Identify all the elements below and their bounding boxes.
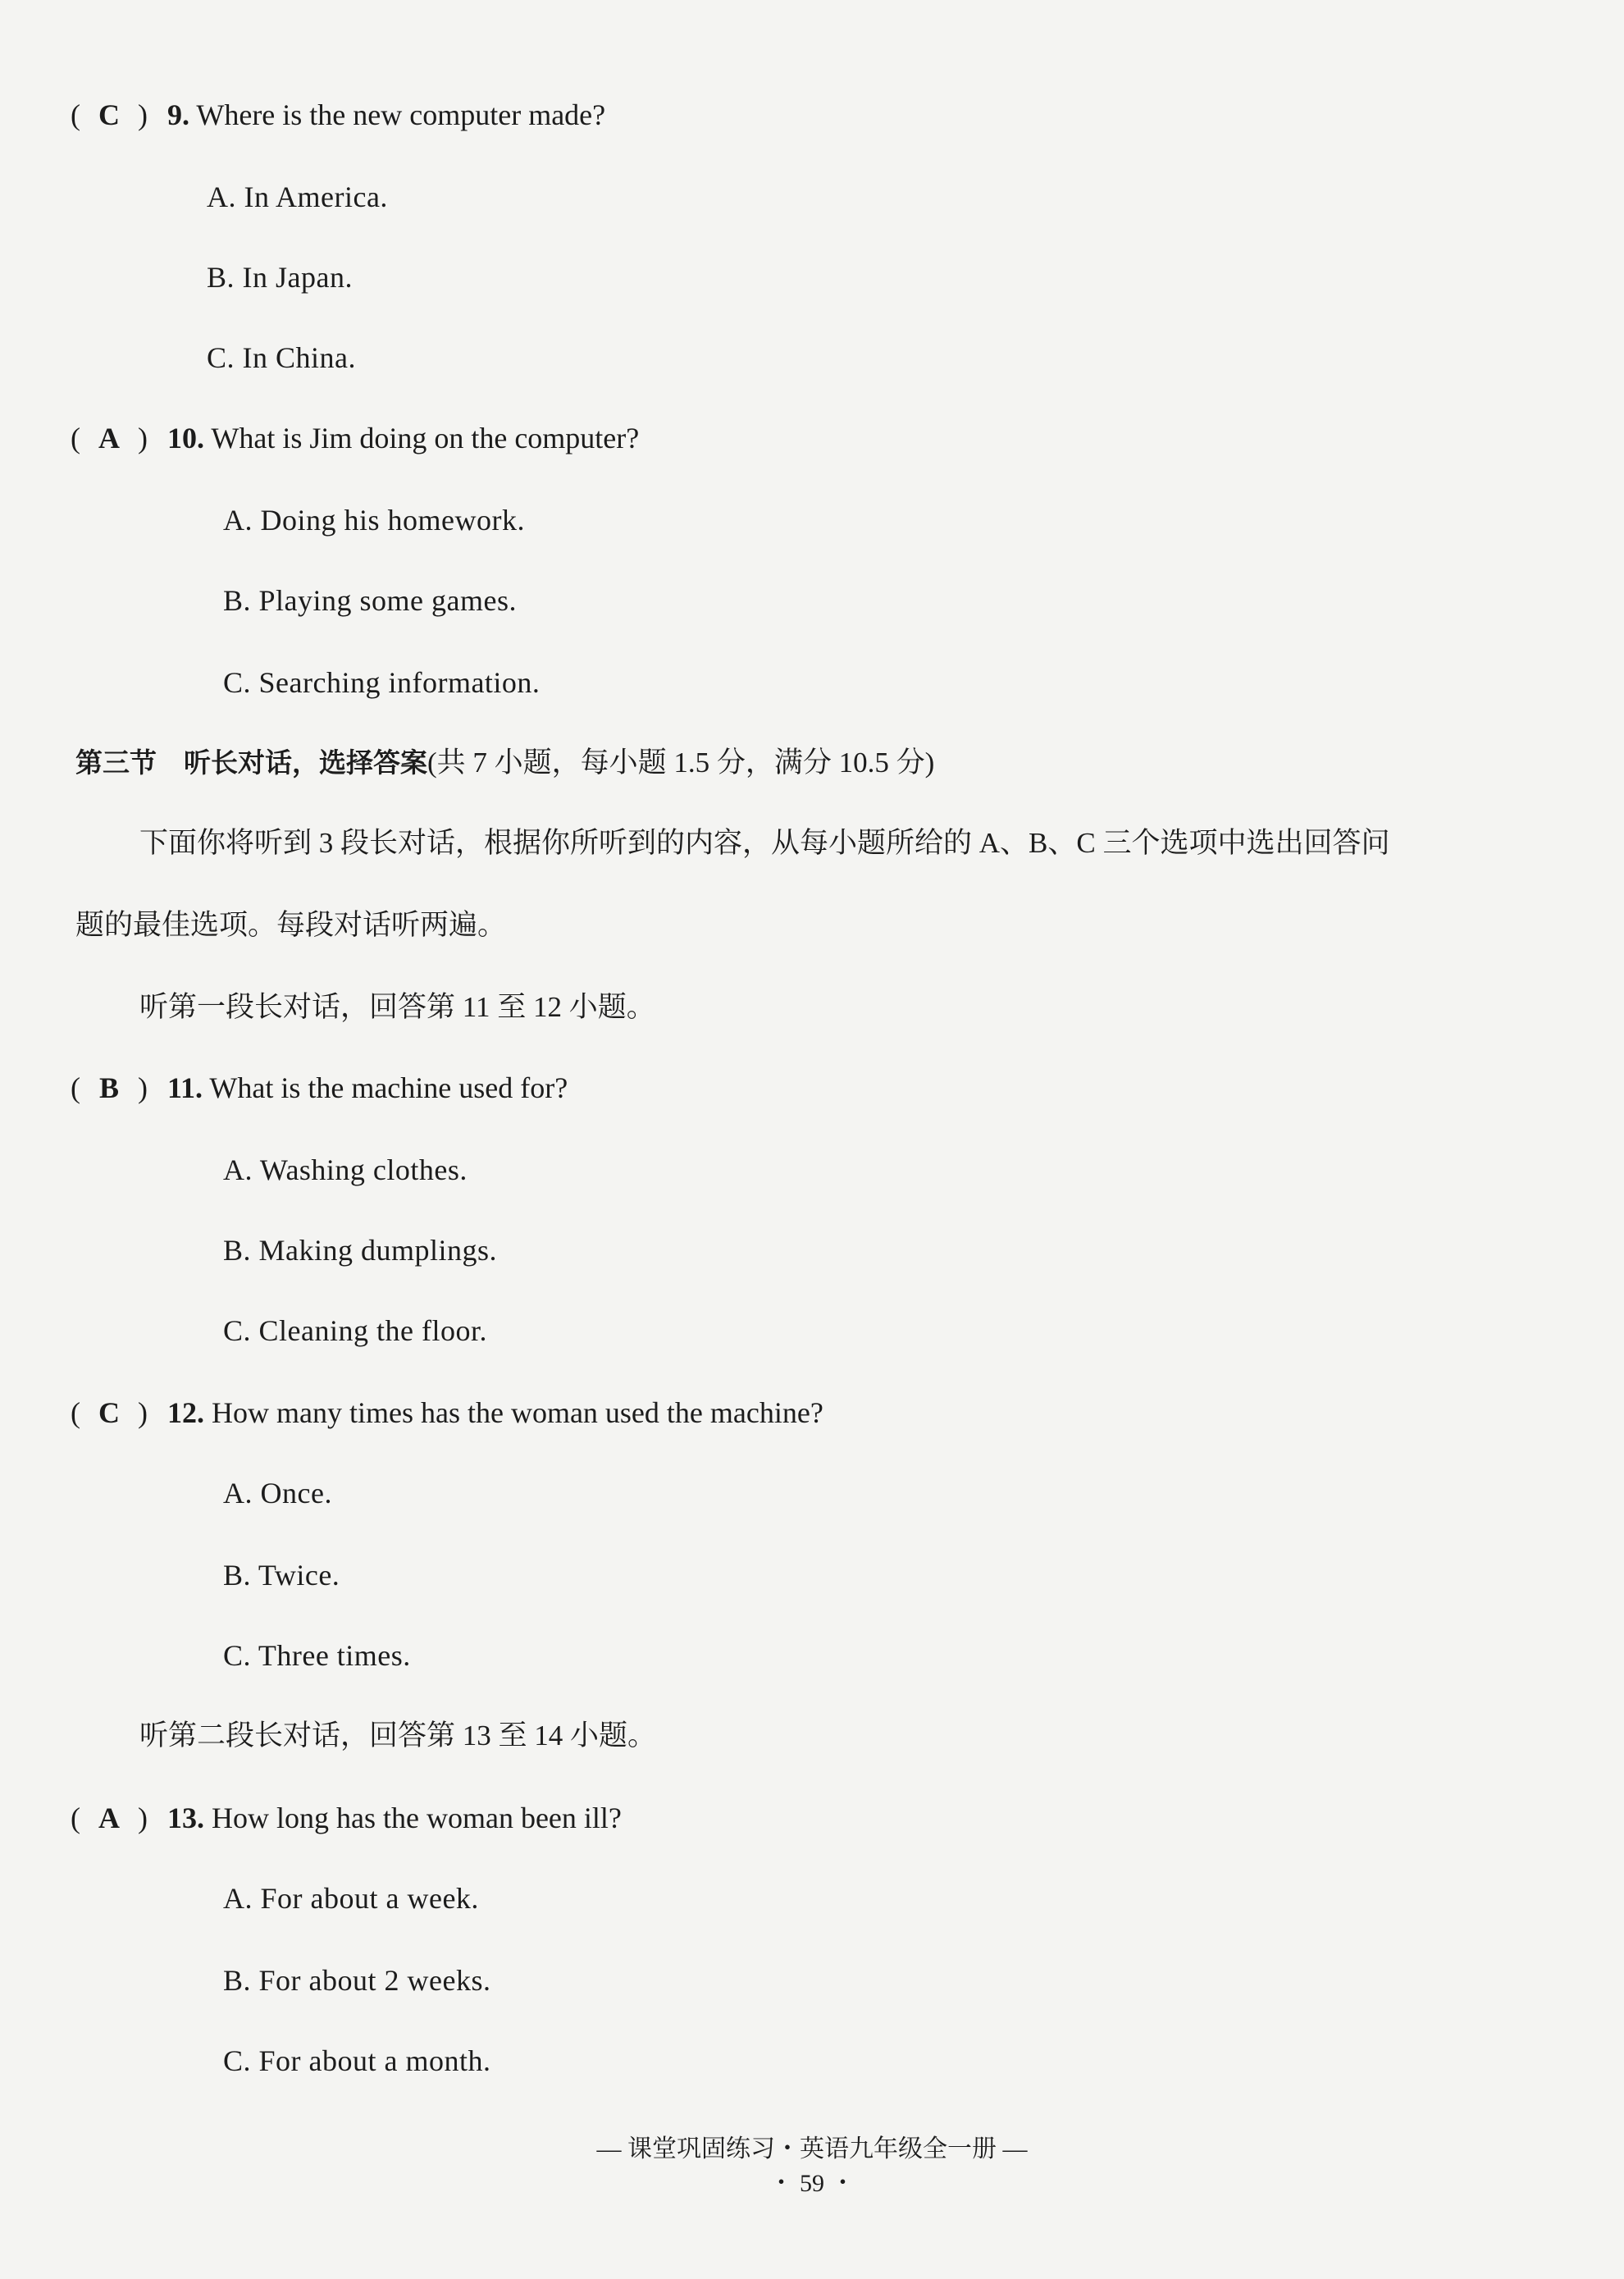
question-text: How many times has the woman used the machine?: [212, 1396, 823, 1429]
answer-letter: C: [98, 98, 120, 131]
question-10: [71, 420, 639, 456]
section-instruction-2: 题的最佳选项。每段对话听两遍。: [75, 909, 507, 941]
option-c: C. In China.: [207, 341, 356, 374]
section-title: 第三节 听长对话，选择答案: [75, 747, 427, 779]
option-b: B. Making dumplings.: [223, 1234, 498, 1267]
answer-bracket: ( B ): [71, 1071, 148, 1104]
question-text: What is the machine used for?: [209, 1071, 568, 1104]
option-c: C. Searching information.: [223, 666, 541, 699]
question-text: Where is the new computer made?: [196, 98, 606, 131]
question-number: 9.: [167, 98, 189, 131]
answer-bracket: ( C ): [71, 1396, 148, 1429]
answer-letter: C: [98, 1396, 120, 1429]
question-number: 12.: [167, 1396, 204, 1429]
option-c: C. Three times.: [223, 1639, 411, 1672]
option-b: B. Twice.: [223, 1559, 340, 1592]
section-instruction-1: 下面你将听到 3 段长对话，根据你所听到的内容，从每小题所给的 A、B、C 三个选项中选出回答问: [139, 827, 1390, 859]
option-b: B. For about 2 weeks.: [223, 1964, 491, 1997]
answer-letter: B: [98, 1071, 119, 1104]
option-c: C. For about a month.: [223, 2044, 491, 2077]
answer-letter: A: [98, 422, 120, 454]
question-number: 10.: [167, 422, 204, 454]
option-a: A. Once.: [223, 1477, 332, 1509]
answer-bracket: ( A ): [71, 422, 148, 454]
dialogue-2-instruction: 听第二段长对话，回答第 13 至 14 小题。: [139, 1720, 657, 1751]
option-a: A. In America.: [207, 180, 388, 213]
question-12: [71, 1395, 823, 1431]
question-text: How long has the woman been ill?: [212, 1802, 622, 1834]
question-11: [71, 1070, 568, 1106]
dialogue-1-instruction: 听第一段长对话，回答第 11 至 12 小题。: [139, 991, 655, 1023]
page-number: ・ 59 ・: [769, 2170, 855, 2197]
option-a: A. Washing clothes.: [223, 1153, 468, 1186]
answer-letter: A: [98, 1802, 120, 1834]
answer-bracket: ( C ): [71, 98, 148, 131]
question-9: [71, 97, 605, 133]
footer-title: — 课堂巩固练习・英语九年级全一册 —: [596, 2135, 1028, 2163]
option-b: B. Playing some games.: [223, 584, 517, 617]
question-number: 13.: [167, 1802, 204, 1834]
question-text: What is Jim doing on the computer?: [211, 422, 640, 454]
question-13: [71, 1800, 622, 1836]
option-a: A. For about a week.: [223, 1882, 479, 1915]
section-note: (共 7 小题，每小题 1.5 分，满分 10.5 分): [427, 747, 935, 779]
answer-bracket: ( A ): [71, 1802, 148, 1834]
option-c: C. Cleaning the floor.: [223, 1314, 487, 1347]
option-b: B. In Japan.: [207, 261, 353, 294]
question-number: 11.: [167, 1071, 203, 1104]
option-a: A. Doing his homework.: [223, 504, 525, 537]
section-header: [75, 745, 934, 781]
